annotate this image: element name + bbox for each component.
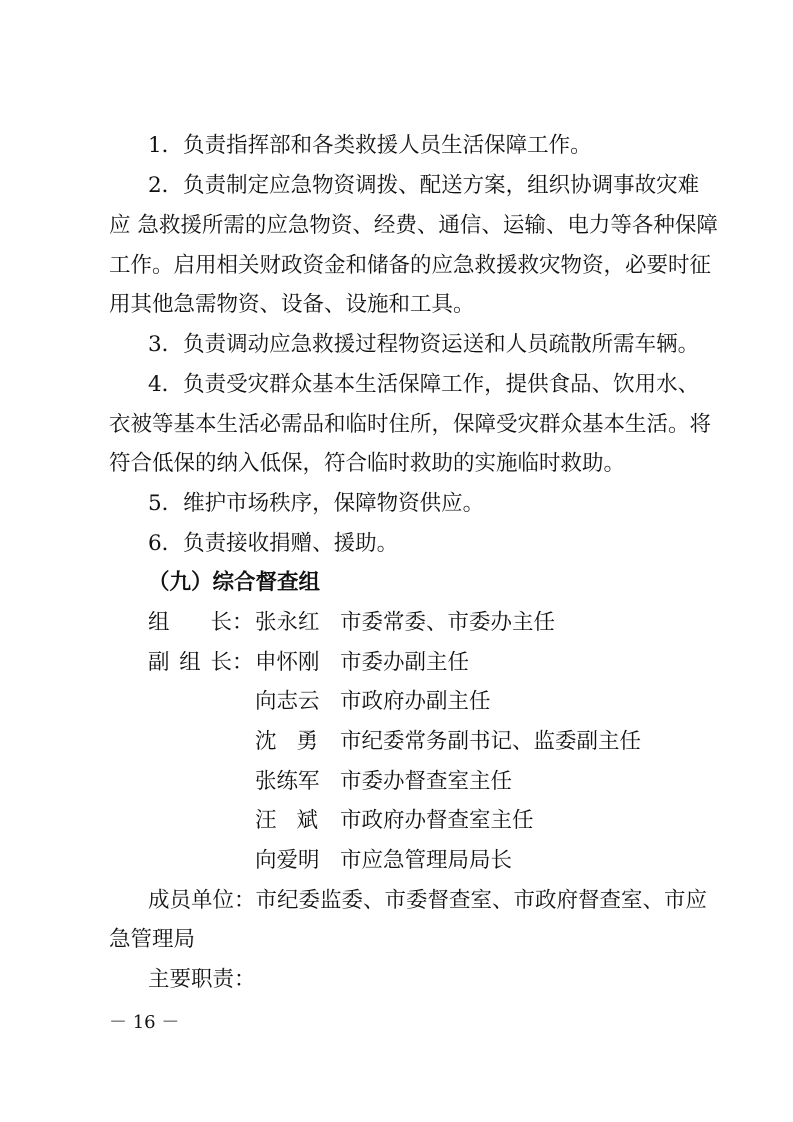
main-duties-label: 主要职责：	[148, 967, 256, 992]
members-line-1: 成员单位：市纪委监委、市委督查室、市政府督查室、市应	[148, 888, 708, 913]
duty-4-line-1: 4．负责受灾群众基本生活保障工作，提供食品、饮用水、	[148, 372, 700, 397]
deputy-role-3: 市纪委常务副书记、监委副主任	[340, 729, 642, 754]
duty-2-line-3: 工作。启用相关财政资金和储备的应急救援救灾物资，必要时征	[109, 253, 712, 278]
leader-role: 市委常委、市委办主任	[340, 610, 556, 635]
deputy-role-1: 市委办副主任	[340, 650, 470, 675]
duty-4-line-2: 衣被等基本生活必需品和临时住所，保障受灾群众基本生活。将	[109, 412, 712, 437]
deputy-colon: ：	[232, 650, 254, 675]
deputy-name-5: 汪斌	[255, 808, 318, 833]
section-heading: （九）综合督查组	[148, 570, 321, 595]
deputy-name-6: 向爱明	[255, 848, 320, 873]
deputy-role-4: 市委办督查室主任	[340, 769, 513, 794]
deputy-name-2: 向志云	[255, 689, 320, 714]
deputy-label: 副组长	[148, 650, 232, 675]
duty-4-line-3: 符合低保的纳入低保，符合临时救助的实施临时救助。	[109, 451, 626, 476]
duty-5-line-1: 5．维护市场秩序，保障物资供应。	[148, 491, 485, 516]
deputy-name-3: 沈勇	[255, 729, 318, 754]
deputy-name-1: 申怀刚	[255, 650, 320, 675]
duty-6-line-1: 6．负责接收捐赠、援助。	[148, 531, 399, 556]
duty-2-line-2: 应 急救援所需的应急物资、经费、通信、运输、电力等各种保障	[109, 213, 718, 238]
duty-2-line-4: 用其他急需物资、设备、设施和工具。	[109, 292, 475, 317]
deputy-name-4: 张练军	[255, 769, 320, 794]
page-number: － 16 －	[109, 1012, 180, 1033]
leader-colon: ：	[232, 610, 254, 635]
members-line-2: 急管理局	[109, 927, 196, 952]
deputy-role-2: 市政府办副主任	[340, 689, 491, 714]
leader-name: 张永红	[255, 610, 320, 635]
duty-1-line-1: 1．负责指挥部和各类救援人员生活保障工作。	[148, 133, 592, 158]
duty-2-line-1: 2．负责制定应急物资调拨、配送方案，组织协调事故灾难	[148, 173, 700, 198]
deputy-role-6: 市应急管理局局长	[340, 848, 513, 873]
leader-label: 组长	[148, 610, 232, 635]
deputy-role-5: 市政府办督查室主任	[340, 808, 534, 833]
duty-3-line-1: 3．负责调动应急救援过程物资运送和人员疏散所需车辆。	[148, 332, 700, 357]
